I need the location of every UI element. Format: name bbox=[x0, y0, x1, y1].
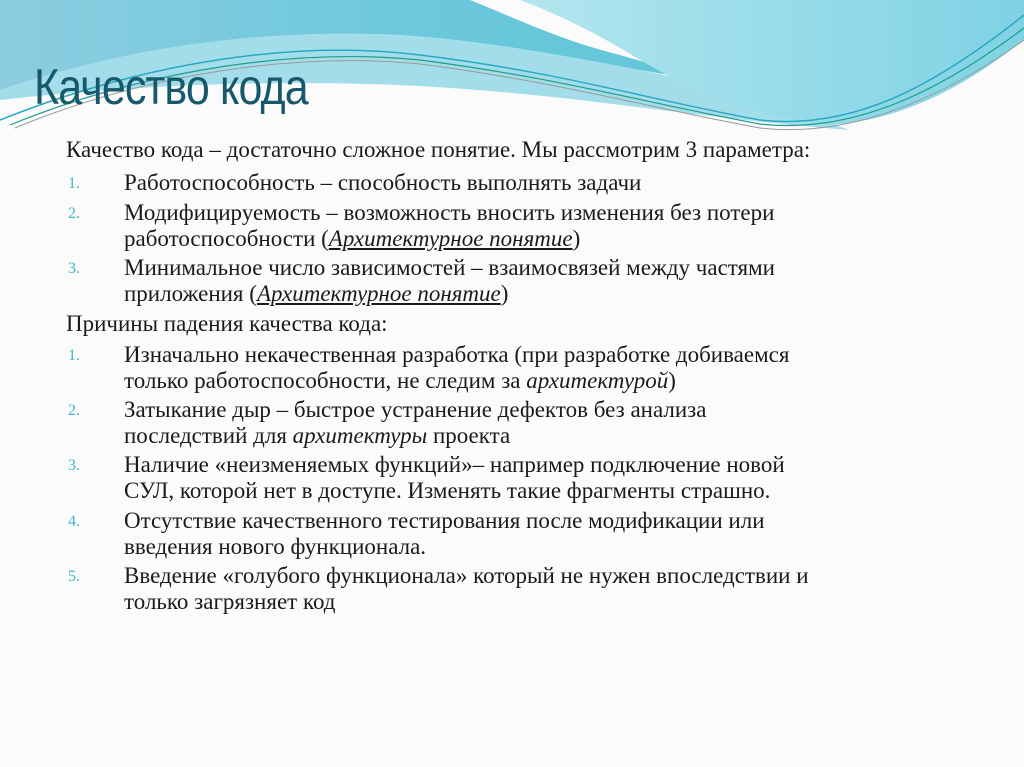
list-item: Затыкание дыр – быстрое устранение дефектов без анализа bbox=[124, 397, 707, 422]
text: ) bbox=[572, 226, 581, 251]
list-item: Отсутствие качественного тестирования после модификации или bbox=[124, 508, 765, 533]
list-number: 3. bbox=[68, 260, 80, 277]
text: ) bbox=[500, 281, 509, 306]
text: последствий для bbox=[124, 423, 293, 448]
list-number: 2. bbox=[68, 402, 80, 419]
intro-text: Качество кода – достаточно сложное понятие. Мы рассмотрим 3 параметра: bbox=[66, 137, 811, 162]
text: работоспособности ( bbox=[124, 226, 329, 251]
list-item-continuation bbox=[124, 226, 580, 252]
list-number: 3. bbox=[68, 457, 80, 474]
emphasis-text: Архитектурное понятие bbox=[256, 281, 501, 306]
text: проекта bbox=[427, 423, 511, 448]
list-item: Введение «голубого функционала» который не нужен впоследствии и bbox=[124, 563, 809, 588]
slide-title: Качество кода bbox=[34, 59, 308, 115]
list-item-continuation bbox=[124, 368, 676, 394]
text: приложения ( bbox=[124, 281, 257, 306]
text: ) bbox=[668, 368, 676, 393]
reasons-heading: Причины падения качества кода: bbox=[66, 311, 388, 336]
text: только работоспособности, не следим за bbox=[124, 368, 527, 393]
list-item: Модифицируемость – возможность вносить изменения без потери bbox=[124, 200, 775, 225]
emphasis-text: архитектурой bbox=[526, 368, 669, 393]
list-item: Работоспособность – способность выполнять задачи bbox=[124, 170, 642, 195]
list-item-continuation bbox=[124, 281, 508, 307]
list-item: Наличие «неизменяемых функций»– например подключение новой bbox=[124, 452, 785, 477]
list-number: 5. bbox=[68, 568, 80, 585]
emphasis-text: архитектуры bbox=[292, 423, 428, 448]
list-number: 4. bbox=[68, 513, 80, 530]
list-item-continuation: введения нового функционала. bbox=[124, 534, 427, 559]
list-number: 1. bbox=[68, 347, 80, 364]
list-number: 1. bbox=[68, 175, 80, 192]
list-item: Изначально некачественная разработка (при разработке добиваемся bbox=[124, 342, 790, 367]
emphasis-text: Архитектурное понятие bbox=[328, 226, 573, 251]
list-item-continuation: СУЛ, которой нет в доступе. Изменять такие фрагменты страшно. bbox=[124, 478, 771, 503]
list-item-continuation bbox=[124, 423, 510, 449]
list-number: 2. bbox=[68, 205, 80, 222]
list-item-continuation: только загрязняет код bbox=[124, 589, 336, 614]
list-item: Минимальное число зависимостей – взаимосвязей между частями bbox=[124, 255, 775, 280]
